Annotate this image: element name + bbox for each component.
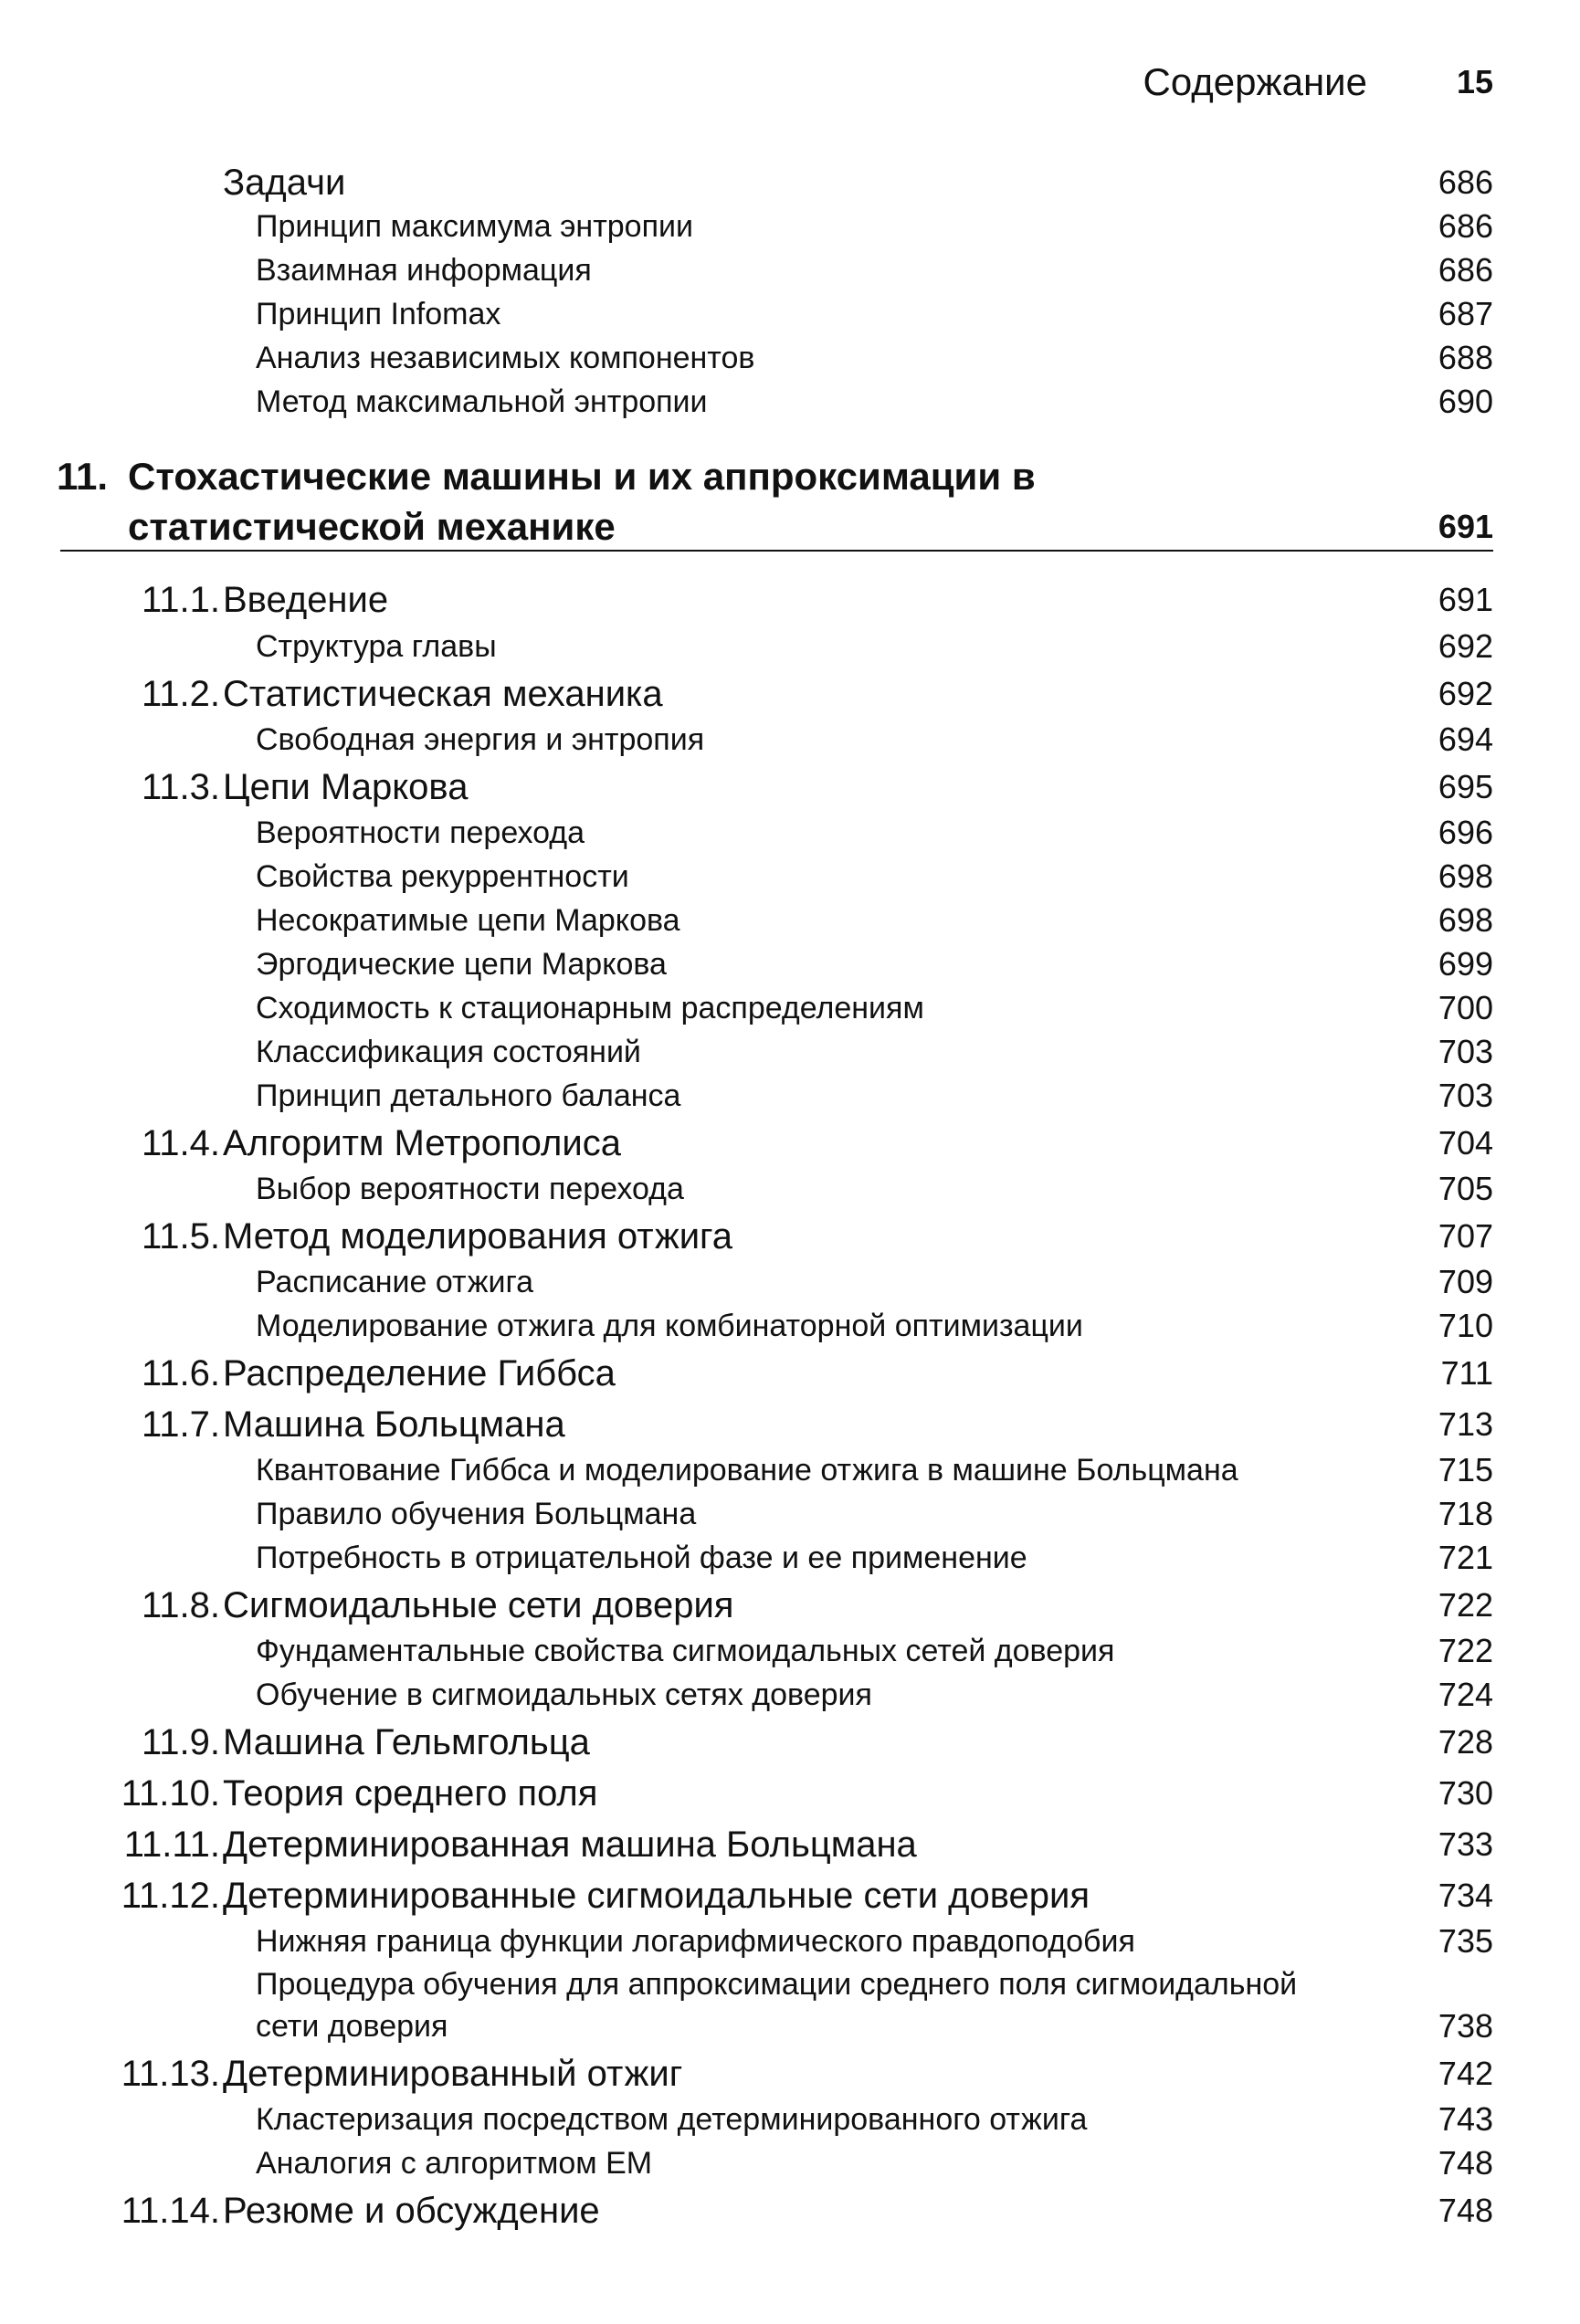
toc-section[interactable] bbox=[0, 2049, 1580, 2098]
running-header bbox=[0, 55, 1580, 110]
toc-subentry[interactable] bbox=[0, 942, 1580, 986]
chapter-page: 691 bbox=[1438, 508, 1493, 545]
chapter-title: Стохастические машины и их аппроксимации в статистической механике bbox=[128, 455, 1036, 548]
toc-subentry-page: 699 bbox=[1438, 945, 1493, 983]
toc-subentry-page: 686 bbox=[1438, 207, 1493, 245]
toc-subentry[interactable] bbox=[0, 1536, 1580, 1580]
section-title: Теория среднего поля bbox=[223, 1773, 598, 1814]
toc-subentry[interactable] bbox=[0, 292, 1580, 336]
toc-subentry-title: Принцип максимума энтропии bbox=[256, 209, 693, 244]
section-page: 713 bbox=[1438, 1405, 1493, 1443]
toc-subentry[interactable] bbox=[0, 1260, 1580, 1304]
toc-subentry-title: Обучение в сигмоидальных сетях доверия bbox=[256, 1677, 872, 1712]
toc-section[interactable] bbox=[0, 762, 1580, 812]
toc-subentry-title: Кластеризация посредством детерминированного отжига bbox=[256, 2102, 1088, 2137]
toc-subentry-title: Аналогия с алгоритмом ЕМ bbox=[256, 2146, 653, 2181]
section-number: 11.4. bbox=[142, 1123, 220, 1163]
toc-subentry-title: Структура главы bbox=[256, 629, 497, 664]
toc-subentry-page: 715 bbox=[1438, 1451, 1493, 1488]
toc-entry-tasks[interactable] bbox=[0, 158, 1580, 207]
toc-subentry-title: Классификация состояний bbox=[256, 1035, 641, 1069]
toc-subentry-title: Принцип Infomax bbox=[256, 297, 501, 331]
toc-subentry-page: 705 bbox=[1438, 1170, 1493, 1207]
toc-entry-title: Задачи bbox=[223, 163, 346, 203]
toc-subentry[interactable] bbox=[0, 1304, 1580, 1348]
section-page: 742 bbox=[1438, 2055, 1493, 2092]
toc-subentry-page: 692 bbox=[1438, 627, 1493, 665]
section-page: 722 bbox=[1438, 1586, 1493, 1624]
toc-section[interactable] bbox=[0, 1581, 1580, 1630]
toc-subentry-page: 696 bbox=[1438, 814, 1493, 851]
toc-section[interactable] bbox=[0, 1212, 1580, 1261]
chapter-heading[interactable] bbox=[0, 451, 1580, 552]
section-number: 11.8. bbox=[142, 1585, 220, 1625]
toc-subentry-page: 688 bbox=[1438, 339, 1493, 376]
toc-section[interactable] bbox=[0, 1871, 1580, 1920]
header-title: Содержание bbox=[1143, 60, 1367, 103]
toc-subentry-page: 722 bbox=[1438, 1632, 1493, 1669]
section-title: Резюме и обсуждение bbox=[223, 2191, 600, 2231]
toc-subentry-title: Вероятности перехода bbox=[256, 815, 585, 850]
toc-subentry-title: Потребность в отрицательной фазе и ее применение bbox=[256, 1541, 1027, 1575]
section-page: 695 bbox=[1438, 768, 1493, 805]
toc-subentry-title: Процедура обучения для аппроксимации среднего поля сигмоидальной сети доверия bbox=[256, 1967, 1298, 2044]
toc-subentry-page: 694 bbox=[1438, 720, 1493, 758]
toc-subentry-page: 703 bbox=[1438, 1077, 1493, 1114]
toc-section[interactable] bbox=[0, 575, 1580, 625]
toc-subentry[interactable] bbox=[0, 336, 1580, 380]
section-page: 730 bbox=[1438, 1774, 1493, 1812]
toc-subentry[interactable] bbox=[0, 1919, 1580, 1963]
toc-subentry[interactable] bbox=[0, 1074, 1580, 1118]
toc-subentry-page: 709 bbox=[1438, 1263, 1493, 1300]
toc-subentry-title: Сходимость к стационарным распределениям bbox=[256, 991, 924, 1025]
chapter-number: 11. bbox=[57, 455, 109, 498]
section-title: Машина Гельмгольца bbox=[223, 1722, 590, 1762]
toc-section[interactable] bbox=[0, 1769, 1580, 1818]
toc-subentry-title: Принцип детального баланса bbox=[256, 1078, 681, 1113]
section-page: 711 bbox=[1440, 1354, 1493, 1392]
toc-subentry-page: 700 bbox=[1438, 989, 1493, 1026]
toc-subentry-page: 710 bbox=[1438, 1307, 1493, 1344]
toc-subentry[interactable] bbox=[0, 986, 1580, 1030]
section-title: Алгоритм Метрополиса bbox=[223, 1123, 621, 1163]
section-title: Детерминированная машина Больцмана bbox=[223, 1824, 917, 1865]
section-number: 11.11. bbox=[123, 1824, 220, 1865]
toc-subentry[interactable] bbox=[0, 2141, 1580, 2185]
header-page-number: 15 bbox=[1456, 63, 1493, 100]
toc-subentry[interactable] bbox=[0, 205, 1580, 248]
toc-subentry-title: Фундаментальные свойства сигмоидальных сетей доверия bbox=[256, 1634, 1115, 1668]
section-number: 11.10. bbox=[121, 1773, 220, 1814]
section-number: 11.12. bbox=[121, 1876, 220, 1916]
section-page: 692 bbox=[1438, 675, 1493, 712]
section-number: 11.3. bbox=[142, 767, 220, 807]
toc-subentry-title: Несократимые цепи Маркова bbox=[256, 903, 680, 938]
toc-subentry-page: 686 bbox=[1438, 251, 1493, 289]
toc-subentry-page: 690 bbox=[1438, 383, 1493, 420]
toc-subentry-title: Выбор вероятности перехода bbox=[256, 1172, 684, 1206]
toc-section[interactable] bbox=[0, 1119, 1580, 1168]
section-number: 11.6. bbox=[142, 1353, 220, 1393]
toc-subentry-page: 687 bbox=[1438, 295, 1493, 332]
toc-subentry[interactable] bbox=[0, 625, 1580, 668]
toc-subentry-page: 743 bbox=[1438, 2100, 1493, 2138]
section-page: 734 bbox=[1438, 1877, 1493, 1914]
toc-subentry-title: Нижняя граница функции логарифмического правдоподобия bbox=[256, 1924, 1135, 1959]
toc-subentry-page: 738 bbox=[1438, 2007, 1493, 2045]
section-number: 11.7. bbox=[142, 1404, 220, 1445]
toc-subentry-page: 735 bbox=[1438, 1922, 1493, 1960]
section-title: Статистическая механика bbox=[223, 674, 663, 714]
section-number: 11.5. bbox=[142, 1216, 220, 1257]
toc-subentry[interactable] bbox=[0, 248, 1580, 292]
section-title: Детерминированный отжиг bbox=[223, 2054, 683, 2094]
toc-section[interactable] bbox=[0, 2186, 1580, 2235]
section-title: Машина Больцмана bbox=[223, 1404, 565, 1445]
section-number: 11.9. bbox=[142, 1722, 220, 1762]
chapter-divider bbox=[60, 550, 1493, 552]
toc-section[interactable] bbox=[0, 669, 1580, 719]
toc-subentry-page: 724 bbox=[1438, 1676, 1493, 1713]
toc-subentry-title: Моделирование отжига для комбинаторной оптимизации bbox=[256, 1309, 1083, 1343]
section-title: Детерминированные сигмоидальные сети доверия bbox=[223, 1876, 1090, 1916]
toc-subentry-page: 718 bbox=[1438, 1495, 1493, 1532]
toc-subentry-page: 748 bbox=[1438, 2144, 1493, 2182]
toc-subentry-title: Свободная энергия и энтропия bbox=[256, 722, 705, 757]
section-page: 748 bbox=[1438, 2192, 1493, 2229]
toc-subentry-page: 703 bbox=[1438, 1033, 1493, 1070]
section-title: Введение bbox=[223, 580, 389, 620]
toc-subentry-page: 721 bbox=[1438, 1539, 1493, 1576]
section-title: Сигмоидальные сети доверия bbox=[223, 1585, 734, 1625]
toc-subentry[interactable] bbox=[0, 811, 1580, 855]
toc-subentry[interactable] bbox=[0, 380, 1580, 424]
section-number: 11.14. bbox=[121, 2191, 220, 2231]
toc-subentry-title: Эргодические цепи Маркова bbox=[256, 947, 667, 982]
section-page: 691 bbox=[1438, 581, 1493, 618]
toc-subentry-page: 698 bbox=[1438, 857, 1493, 895]
toc-subentry[interactable] bbox=[0, 1492, 1580, 1536]
section-number: 11.13. bbox=[121, 2054, 220, 2094]
section-page: 704 bbox=[1438, 1124, 1493, 1162]
toc-subentry[interactable] bbox=[0, 1629, 1580, 1673]
section-title: Метод моделирования отжига bbox=[223, 1216, 733, 1257]
toc-subentry[interactable] bbox=[0, 855, 1580, 899]
toc-subentry-title: Взаимная информация bbox=[256, 253, 592, 288]
toc-subentry[interactable] bbox=[0, 899, 1580, 942]
toc-subentry[interactable] bbox=[0, 1963, 1580, 2047]
toc-section[interactable] bbox=[0, 1718, 1580, 1767]
toc-entry-page: 686 bbox=[1438, 163, 1493, 201]
toc-section[interactable] bbox=[0, 1349, 1580, 1398]
section-page: 733 bbox=[1438, 1825, 1493, 1863]
toc-subentry[interactable] bbox=[0, 1673, 1580, 1717]
toc-subentry[interactable] bbox=[0, 718, 1580, 762]
section-page: 707 bbox=[1438, 1217, 1493, 1255]
section-number: 11.2. bbox=[142, 674, 220, 714]
toc-subentry-title: Правило обучения Больцмана bbox=[256, 1497, 697, 1531]
toc-section[interactable] bbox=[0, 1820, 1580, 1869]
toc-section[interactable] bbox=[0, 1400, 1580, 1449]
section-title: Распределение Гиббса bbox=[223, 1353, 616, 1393]
toc-subentry[interactable] bbox=[0, 1448, 1580, 1492]
toc-subentry[interactable] bbox=[0, 1167, 1580, 1211]
toc-subentry-title: Расписание отжига bbox=[256, 1265, 534, 1299]
section-number: 11.1. bbox=[142, 580, 220, 620]
toc-subentry-page: 698 bbox=[1438, 901, 1493, 939]
section-title: Цепи Маркова bbox=[223, 767, 469, 807]
toc-subentry-title: Свойства рекуррентности bbox=[256, 859, 629, 894]
toc-subentry[interactable] bbox=[0, 2098, 1580, 2141]
section-page: 728 bbox=[1438, 1723, 1493, 1761]
toc-subentry-title: Метод максимальной энтропии bbox=[256, 384, 708, 419]
toc-subentry[interactable] bbox=[0, 1030, 1580, 1074]
toc-subentry-title: Квантование Гиббса и моделирование отжига в машине Больцмана bbox=[256, 1453, 1238, 1488]
toc-subentry-title: Анализ независимых компонентов bbox=[256, 341, 755, 375]
